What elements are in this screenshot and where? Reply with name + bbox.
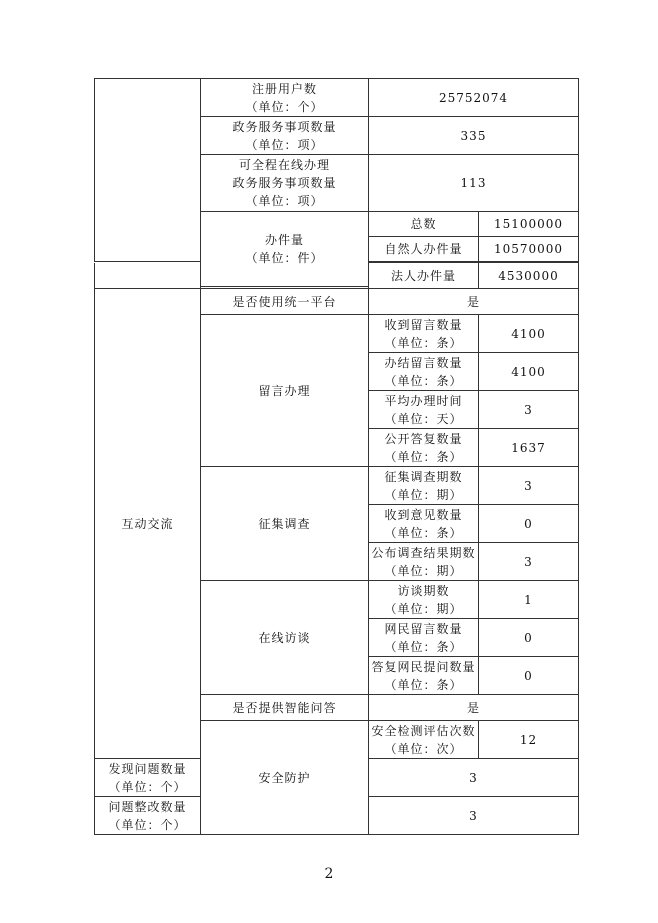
online-items-label: 可全程在线办理 政务服务事项数量 （单位：项） [201, 155, 369, 212]
security-category: 安全防护 [201, 721, 369, 835]
handled-label: 办件量 （单位：件） [201, 212, 369, 287]
legal-spacer-category [95, 263, 201, 289]
interview-netizen-msgs-label: 网民留言数量 （单位：条） [369, 619, 479, 657]
messages-public-replies-value: 1637 [479, 429, 579, 467]
interview-netizen-msgs-value: 0 [479, 619, 579, 657]
interview-periods-label: 访谈期数 （单位：期） [369, 581, 479, 619]
security-found-value: 3 [369, 759, 579, 797]
survey-title: 征集调查 [201, 467, 369, 581]
survey-periods-value: 3 [479, 467, 579, 505]
smart-qa-value: 是 [369, 695, 579, 721]
messages-public-replies-label: 公开答复数量 （单位：条） [369, 429, 479, 467]
page-number: 2 [324, 866, 334, 882]
legal-spacer-label [201, 263, 369, 289]
online-items-value: 113 [369, 155, 579, 212]
messages-done-value: 4100 [479, 353, 579, 391]
messages-avg-time-label: 平均办理时间 （单位：天） [369, 391, 479, 429]
interview-replies-label: 答复网民提问数量 （单位：条） [369, 657, 479, 695]
messages-title: 留言办理 [201, 315, 369, 467]
security-checks-label: 安全检测评估次数 （单位：次） [369, 721, 479, 759]
handled-natural-label: 自然人办件量 [369, 237, 479, 262]
interview-replies-value: 0 [479, 657, 579, 695]
stats-table [94, 78, 579, 287]
security-fixed-label: 问题整改数量 （单位：个） [95, 797, 201, 835]
security-found-label: 发现问题数量 （单位：个） [95, 759, 201, 797]
service-items-value: 335 [369, 117, 579, 155]
service-items-label: 政务服务事项数量 （单位：项） [201, 117, 369, 155]
interview-periods-value: 1 [479, 581, 579, 619]
handled-total-value: 15100000 [479, 212, 579, 237]
handled-total-label: 总数 [369, 212, 479, 237]
interview-title: 在线访谈 [201, 581, 369, 695]
handled-legal-value: 4530000 [479, 263, 579, 289]
continued-category-cell [95, 79, 201, 262]
stats-table-main [94, 262, 579, 835]
security-checks-value: 12 [479, 721, 579, 759]
security-fixed-value: 3 [369, 797, 579, 835]
registered-users-value: 25752074 [369, 79, 579, 117]
survey-opinions-label: 收到意见数量 （单位：条） [369, 505, 479, 543]
messages-done-label: 办结留言数量 （单位：条） [369, 353, 479, 391]
survey-results-label: 公布调查结果期数 （单位：期） [369, 543, 479, 581]
interaction-category: 互动交流 [95, 289, 201, 759]
messages-received-value: 4100 [479, 315, 579, 353]
messages-avg-time-value: 3 [479, 391, 579, 429]
survey-opinions-value: 0 [479, 505, 579, 543]
unified-platform-label: 是否使用统一平台 [201, 289, 369, 315]
smart-qa-label: 是否提供智能问答 [201, 695, 369, 721]
messages-received-label: 收到留言数量 （单位：条） [369, 315, 479, 353]
survey-periods-label: 征集调查期数 （单位：期） [369, 467, 479, 505]
registered-users-label: 注册用户数 （单位：个） [201, 79, 369, 117]
unified-platform-value: 是 [369, 289, 579, 315]
survey-results-value: 3 [479, 543, 579, 581]
handled-natural-value: 10570000 [479, 237, 579, 262]
handled-legal-label: 法人办件量 [369, 263, 479, 289]
